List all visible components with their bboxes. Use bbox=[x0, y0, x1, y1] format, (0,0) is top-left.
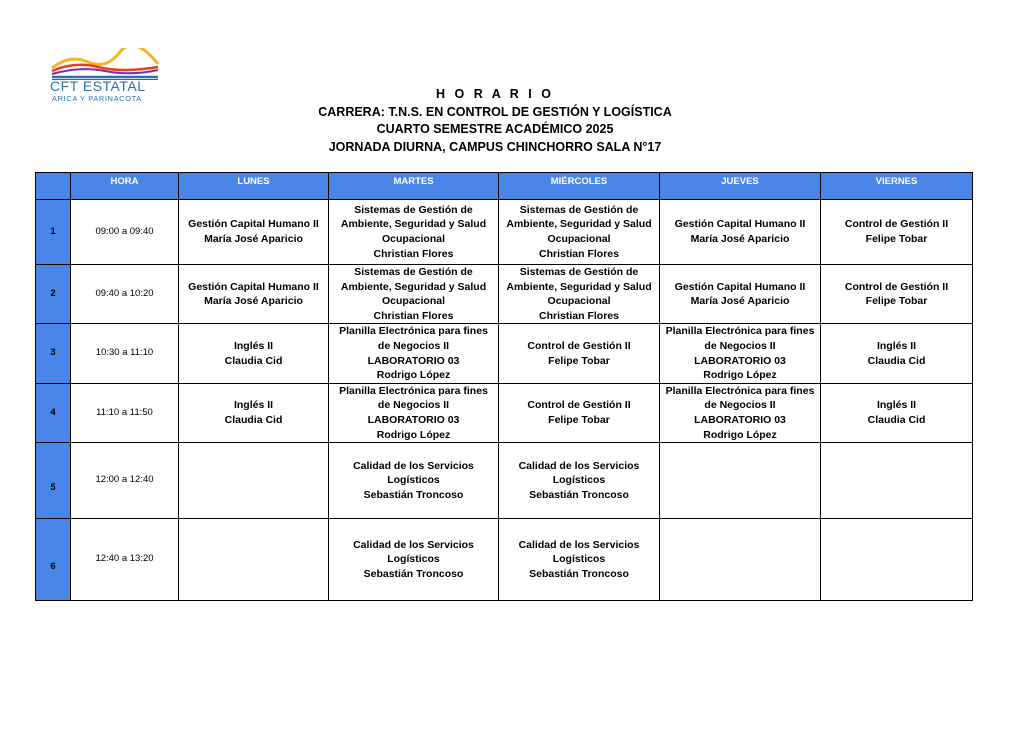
class-cell bbox=[179, 443, 329, 519]
column-header-num bbox=[36, 173, 71, 200]
class-cell: Calidad de los Servicios Logísticos Sebastián Troncoso bbox=[329, 443, 499, 519]
column-header-viernes: VIERNES bbox=[821, 173, 973, 200]
time-slot: 12:40 a 13:20 bbox=[71, 519, 179, 601]
class-cell: Inglés II Claudia Cid bbox=[179, 383, 329, 442]
table-header-row bbox=[36, 173, 973, 200]
document-title: H O R A R I O bbox=[436, 87, 554, 101]
logo-name: CFT ESTATAL bbox=[50, 78, 146, 94]
column-header-lunes: LUNES bbox=[179, 173, 329, 200]
class-cell bbox=[821, 443, 973, 519]
class-cell bbox=[179, 519, 329, 601]
time-slot: 09:00 a 09:40 bbox=[71, 200, 179, 265]
row-number: 3 bbox=[36, 324, 71, 383]
class-cell: Planilla Electrónica para fines de Negocios II LABORATORIO 03 Rodrigo López bbox=[329, 383, 499, 442]
class-cell: Calidad de los Servicios Logísticos Sebastián Troncoso bbox=[499, 443, 660, 519]
class-cell: Sistemas de Gestión de Ambiente, Seguridad y Salud Ocupacional Christian Flores bbox=[329, 200, 499, 265]
table-row bbox=[36, 383, 973, 442]
class-cell: Planilla Electrónica para fines de Negocios II LABORATORIO 03 Rodrigo López bbox=[660, 383, 821, 442]
row-number: 2 bbox=[36, 265, 71, 324]
logo-mountain-icon bbox=[50, 48, 160, 80]
class-cell: Sistemas de Gestión de Ambiente, Seguridad y Salud Ocupacional Christian Flores bbox=[499, 200, 660, 265]
time-slot: 09:40 a 10:20 bbox=[71, 265, 179, 324]
class-cell: Inglés II Claudia Cid bbox=[821, 324, 973, 383]
row-number: 1 bbox=[36, 200, 71, 265]
row-number: 5 bbox=[36, 443, 71, 519]
table-row bbox=[36, 324, 973, 383]
class-cell bbox=[660, 443, 821, 519]
class-cell: Calidad de los Servicios Logísticos Sebastián Troncoso bbox=[499, 519, 660, 601]
class-cell: Control de Gestión II Felipe Tobar bbox=[499, 383, 660, 442]
class-cell bbox=[660, 519, 821, 601]
semester-line: CUARTO SEMESTRE ACADÉMICO 2025 bbox=[376, 122, 614, 136]
class-cell: Control de Gestión II Felipe Tobar bbox=[499, 324, 660, 383]
time-slot: 11:10 a 11:50 bbox=[71, 383, 179, 442]
class-cell: Gestión Capital Humano II María José Aparicio bbox=[660, 200, 821, 265]
class-cell: Control de Gestión II Felipe Tobar bbox=[821, 200, 973, 265]
document-header bbox=[0, 86, 990, 156]
schedule-table bbox=[35, 172, 973, 601]
time-slot: 10:30 a 11:10 bbox=[71, 324, 179, 383]
row-number: 6 bbox=[36, 519, 71, 601]
logo-subtitle: ARICA Y PARINACOTA bbox=[52, 94, 142, 103]
class-cell: Inglés II Claudia Cid bbox=[821, 383, 973, 442]
class-cell: Sistemas de Gestión de Ambiente, Seguridad y Salud Ocupacional Christian Flores bbox=[499, 265, 660, 324]
class-cell: Planilla Electrónica para fines de Negocios II LABORATORIO 03 Rodrigo López bbox=[660, 324, 821, 383]
class-cell: Gestión Capital Humano II María José Aparicio bbox=[660, 265, 821, 324]
table-row bbox=[36, 443, 973, 519]
row-number: 4 bbox=[36, 383, 71, 442]
class-cell: Gestión Capital Humano II María José Aparicio bbox=[179, 200, 329, 265]
class-cell: Planilla Electrónica para fines de Negocios II LABORATORIO 03 Rodrigo López bbox=[329, 324, 499, 383]
table-row bbox=[36, 265, 973, 324]
career-line: CARRERA: T.N.S. EN CONTROL DE GESTIÓN Y LOGÍSTICA bbox=[318, 104, 672, 119]
column-header-jueves: JUEVES bbox=[660, 173, 821, 200]
column-header-hora: HORA bbox=[71, 173, 179, 200]
class-cell: Sistemas de Gestión de Ambiente, Seguridad y Salud Ocupacional Christian Flores bbox=[329, 265, 499, 324]
class-cell: Control de Gestión II Felipe Tobar bbox=[821, 265, 973, 324]
class-cell: Calidad de los Servicios Logísticos Sebastián Troncoso bbox=[329, 519, 499, 601]
column-header-miercoles: MIÉRCOLES bbox=[499, 173, 660, 200]
class-cell: Gestión Capital Humano II María José Aparicio bbox=[179, 265, 329, 324]
class-cell: Inglés II Claudia Cid bbox=[179, 324, 329, 383]
campus-line: JORNADA DIURNA, CAMPUS CHINCHORRO SALA N°17 bbox=[328, 139, 662, 154]
table-row bbox=[36, 200, 973, 265]
table-row bbox=[36, 519, 973, 601]
class-cell bbox=[821, 519, 973, 601]
time-slot: 12:00 a 12:40 bbox=[71, 443, 179, 519]
column-header-martes: MARTES bbox=[329, 173, 499, 200]
